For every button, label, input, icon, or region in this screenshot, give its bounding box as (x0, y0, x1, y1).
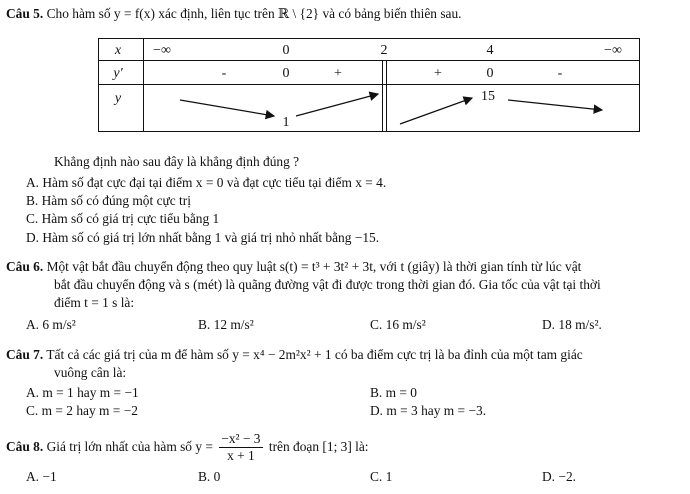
q7-line2: vuông cân là: (54, 365, 127, 380)
yp-sign: 0 (486, 66, 494, 81)
q7-option-b: B. m = 0 (370, 385, 417, 400)
x-value: 4 (486, 43, 494, 58)
row-yp-label: y' (113, 66, 123, 81)
q6-line1: Câu 6. Một vật bắt đầu chuyển động theo quy luật s(t) = t³ + 3t² + 3t, với t (giây) là thời gian tính từ lúc vật (6, 259, 582, 274)
q6-line3: điểm t = 1 s là: (54, 295, 135, 310)
x-value: −∞ (153, 43, 171, 58)
q8-option-b: B. 0 (198, 469, 221, 484)
arrow-increase (400, 98, 472, 124)
fraction-denominator: x + 1 (227, 448, 255, 464)
q6-option-c: C. 16 m/s² (370, 317, 426, 332)
fraction (219, 431, 262, 464)
yp-sign: + (334, 66, 342, 81)
row-y-label: y (114, 91, 122, 106)
row-x-label: x (114, 43, 122, 58)
q6-option-d: D. 18 m/s². (542, 317, 602, 332)
fraction-numerator: −x² − 3 (221, 431, 261, 447)
q7-line1: Câu 7. Tất cả các giá trị của m để hàm số y = x⁴ − 2m²x² + 1 có ba điểm cực trị là ba đỉnh của một tam giác (6, 347, 583, 362)
q7-option-d: D. m = 3 hay m = −3. (370, 403, 487, 418)
x-value: 0 (282, 43, 290, 58)
q8-label: Câu 8. (6, 439, 44, 454)
y-value-max: 15 (481, 89, 495, 104)
q6-label: Câu 6. (6, 259, 44, 274)
q8-line: Câu 8. Giá trị lớn nhất của hàm số y = $\frac{\text{−x² − 3}}{x + 1}$ trên đoạn [1; 3] là: (6, 431, 369, 464)
q5-stem-line (6, 5, 462, 23)
q6-option-a: A. 6 m/s² (26, 317, 76, 332)
q8-option-d: D. −2. (542, 469, 576, 484)
q5-stem: Cho hàm số y = f(x) xác định, liên tục trên ℝ \ {2} và có bảng biến thiên sau. (46, 6, 462, 21)
q8-option-c: C. 1 (370, 469, 393, 484)
variation-table (98, 38, 640, 132)
yp-sign: 0 (282, 66, 290, 81)
q5-option-b: B. Hàm số có đúng một cực trị (26, 193, 191, 208)
yp-sign: + (434, 66, 442, 81)
q8-option-a: A. −1 (26, 469, 57, 484)
yp-sign: - (221, 66, 227, 81)
q6-line2: bắt đầu chuyển động và s (mét) là quãng đường vật đi được trong thời gian đó. Gia tốc của vật tại thời (54, 277, 601, 292)
q5-label: Câu 5. (6, 6, 44, 21)
arrow-decrease (508, 100, 602, 110)
x-value: 2 (380, 43, 388, 58)
x-value: −∞ (604, 43, 622, 58)
yp-sign: - (557, 66, 563, 81)
q5-option-c: C. Hàm số có giá trị cực tiểu bằng 1 (26, 211, 220, 226)
q7-option-a: A. m = 1 hay m = −1 (26, 385, 139, 400)
arrow-decrease (180, 100, 274, 116)
q5-option-d: D. Hàm số có giá trị lớn nhất bằng 1 và giá trị nhỏ nhất bằng −15. (26, 230, 380, 245)
arrow-increase (296, 94, 378, 116)
q5-option-a: A. Hàm số đạt cực đại tại điểm x = 0 và đạt cực tiểu tại điểm x = 4. (26, 175, 387, 190)
y-value-min: 1 (282, 115, 290, 130)
q7-option-c: C. m = 2 hay m = −2 (26, 403, 138, 418)
q6-option-b: B. 12 m/s² (198, 317, 254, 332)
q5-question: Khẳng định nào sau đây là khẳng định đúng ? (54, 154, 300, 169)
q7-label: Câu 7. (6, 347, 44, 362)
